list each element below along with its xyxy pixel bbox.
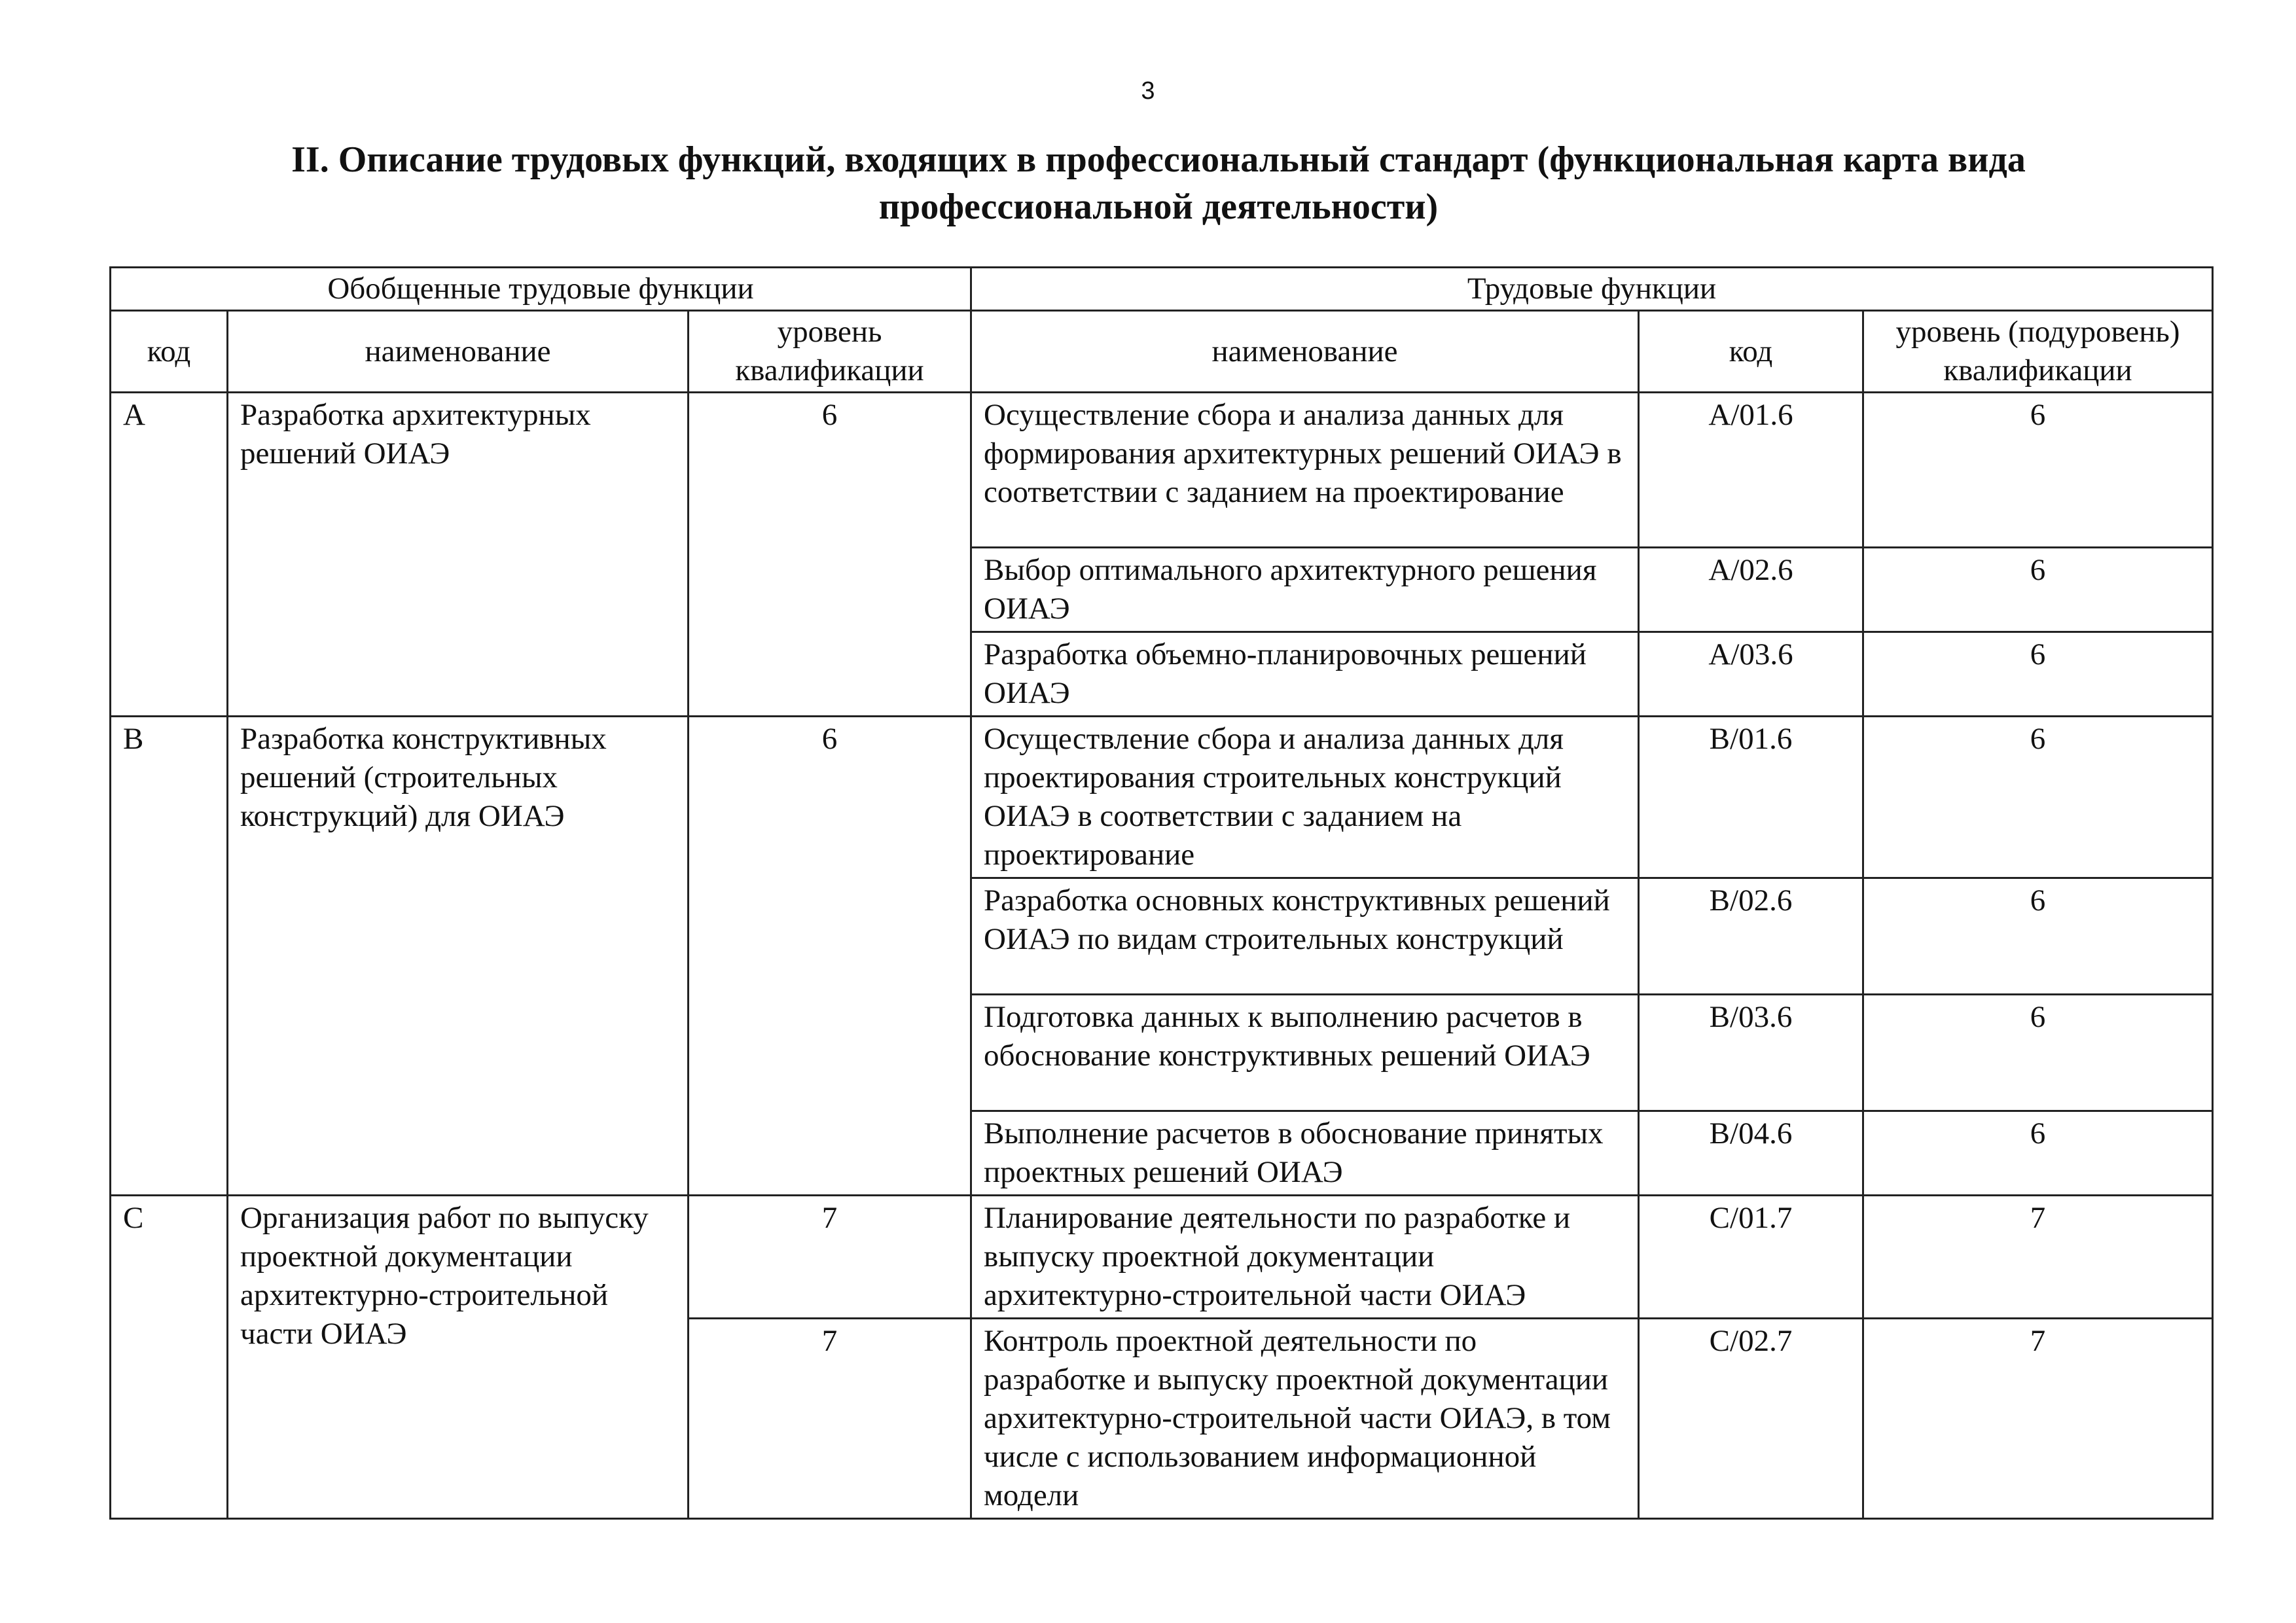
section-title: II. Описание трудовых функций, входящих в профессиональный стандарт (функциональная карта вида профессиональной деятельности) — [291, 139, 2026, 227]
header-tf-level: уровень (подуровень) квалификации — [1863, 311, 2213, 393]
function-level: 6 — [1863, 632, 2213, 717]
function-code: A/03.6 — [1639, 632, 1863, 717]
group-name: Разработка архитектурных решений ОИАЭ — [228, 393, 689, 717]
header-tf-code: код — [1639, 311, 1863, 393]
header-labor-functions: Трудовые функции — [971, 268, 2213, 311]
function-level: 6 — [1863, 1111, 2213, 1196]
function-name: Осуществление сбора и анализа данных для проектирования строительных конструкций ОИАЭ в соответствии с заданием на проектирование — [971, 717, 1639, 878]
page-number: 3 — [1141, 77, 1155, 105]
function-level: 6 — [1863, 717, 2213, 878]
function-level: 7 — [1863, 1319, 2213, 1519]
group-name: Разработка конструктивных решений (строительных конструкций) для ОИАЭ — [228, 717, 689, 1196]
function-name: Подготовка данных к выполнению расчетов в обоснование конструктивных решений ОИАЭ — [971, 995, 1639, 1111]
group-level: 6 — [689, 393, 971, 717]
table-row — [111, 717, 2213, 878]
function-level: 6 — [1863, 548, 2213, 632]
group-name: Организация работ по выпуску проектной документации архитектурно-строительной части ОИАЭ — [228, 1196, 689, 1519]
function-name: Контроль проектной деятельности по разработке и выпуску проектной документации архитектурно-строительной части ОИАЭ, в том числе с использованием информационной модели — [971, 1319, 1639, 1519]
function-code: A/02.6 — [1639, 548, 1863, 632]
header-code: код — [111, 311, 228, 393]
function-code: B/04.6 — [1639, 1111, 1863, 1196]
header-generalized-functions: Обобщенные трудовые функции — [111, 268, 971, 311]
header-name: наименование — [228, 311, 689, 393]
group-level: 7 — [689, 1319, 971, 1519]
function-name: Выбор оптимального архитектурного решения ОИАЭ — [971, 548, 1639, 632]
group-level: 7 — [689, 1196, 971, 1319]
function-code: C/01.7 — [1639, 1196, 1863, 1319]
header-columns-row — [111, 311, 2213, 393]
group-code: C — [111, 1196, 228, 1519]
function-code: B/02.6 — [1639, 878, 1863, 995]
function-level: 6 — [1863, 878, 2213, 995]
header-tf-name: наименование — [971, 311, 1639, 393]
header-level: уровень квалификации — [689, 311, 971, 393]
function-level: 7 — [1863, 1196, 2213, 1319]
function-name: Разработка объемно-планировочных решений ОИАЭ — [971, 632, 1639, 717]
function-code: B/03.6 — [1639, 995, 1863, 1111]
group-code: A — [111, 393, 228, 717]
header-group-row — [111, 268, 2213, 311]
function-code: C/02.7 — [1639, 1319, 1863, 1519]
group-code: B — [111, 717, 228, 1196]
function-name: Разработка основных конструктивных решений ОИАЭ по видам строительных конструкций — [971, 878, 1639, 995]
function-name: Осуществление сбора и анализа данных для формирования архитектурных решений ОИАЭ в соответствии с заданием на проектирование — [971, 393, 1639, 548]
function-name: Планирование деятельности по разработке и выпуску проектной документации архитектурно-строительной части ОИАЭ — [971, 1196, 1639, 1319]
table-row — [111, 1196, 2213, 1319]
function-level: 6 — [1863, 393, 2213, 548]
function-level: 6 — [1863, 995, 2213, 1111]
functional-map-table — [109, 266, 2214, 1520]
group-level: 6 — [689, 717, 971, 1196]
table-row — [111, 393, 2213, 548]
function-code: B/01.6 — [1639, 717, 1863, 878]
function-name: Выполнение расчетов в обоснование принятых проектных решений ОИАЭ — [971, 1111, 1639, 1196]
function-code: A/01.6 — [1639, 393, 1863, 548]
